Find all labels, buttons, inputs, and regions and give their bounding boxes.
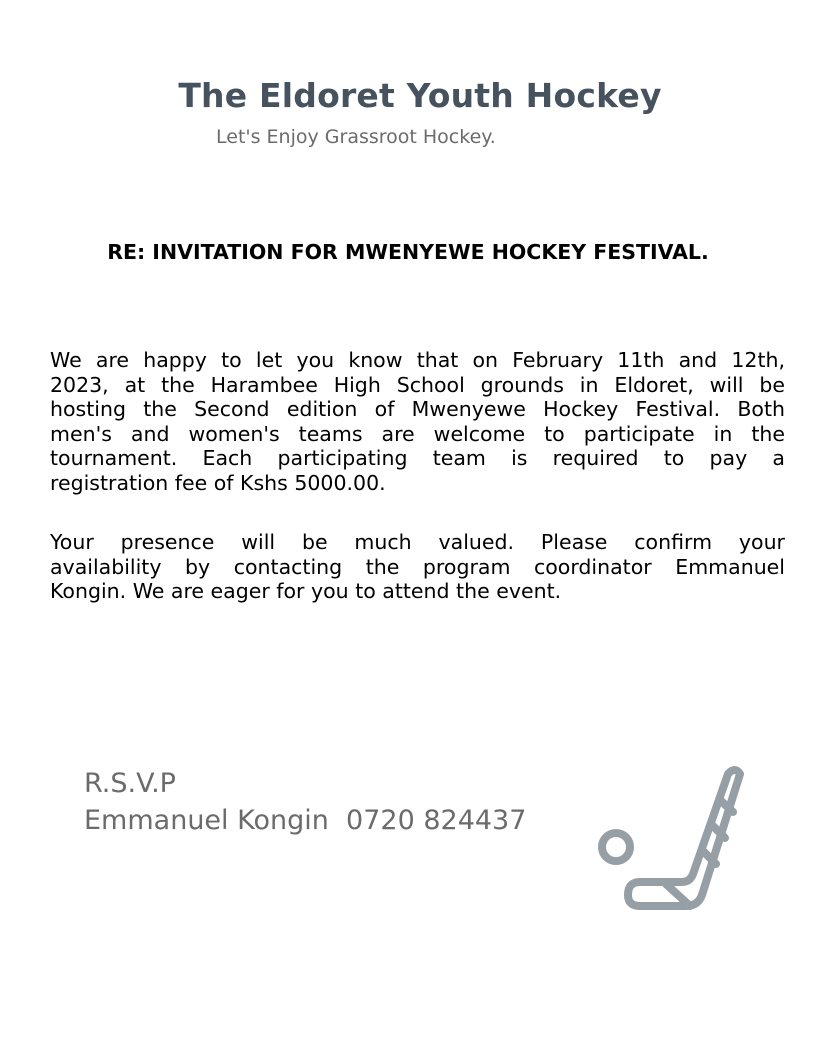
text-line: men's and women's teams are welcome to participate in the [50,421,785,446]
text-line: Kongin. We are eager for you to attend the event. [50,579,562,604]
text-line: We are happy to let you know that on February 11th and 12th, [50,348,785,372]
tagline: Let's Enjoy Grassroot Hockey. [216,126,496,148]
rsvp-contact: Emmanuel Kongin 0720 824437 [84,805,527,836]
text-line: 2023, at the Harambee High School grounds in Eldoret, will be [50,372,785,397]
text-line: availability by contacting the program coordinator Emmanuel [50,554,785,579]
page-title: The Eldoret Youth Hockey [178,76,662,115]
text-line: tournament. Each participating team is required to pay a [50,446,785,471]
letter-subject: RE: INVITATION FOR MWENYEWE HOCKEY FESTIVAL. [107,240,709,264]
paragraph-invitation [50,348,785,496]
paragraph-confirmation [50,530,785,604]
text-line: hosting the Second edition of Mwenyewe Hockey Festival. Both [50,397,785,422]
hockey-stick-icon [590,760,760,924]
text-line: Your presence will be much valued. Please confirm your [50,530,785,554]
rsvp-label: R.S.V.P [84,768,176,799]
text-line: registration fee of Kshs 5000.00. [50,470,386,495]
